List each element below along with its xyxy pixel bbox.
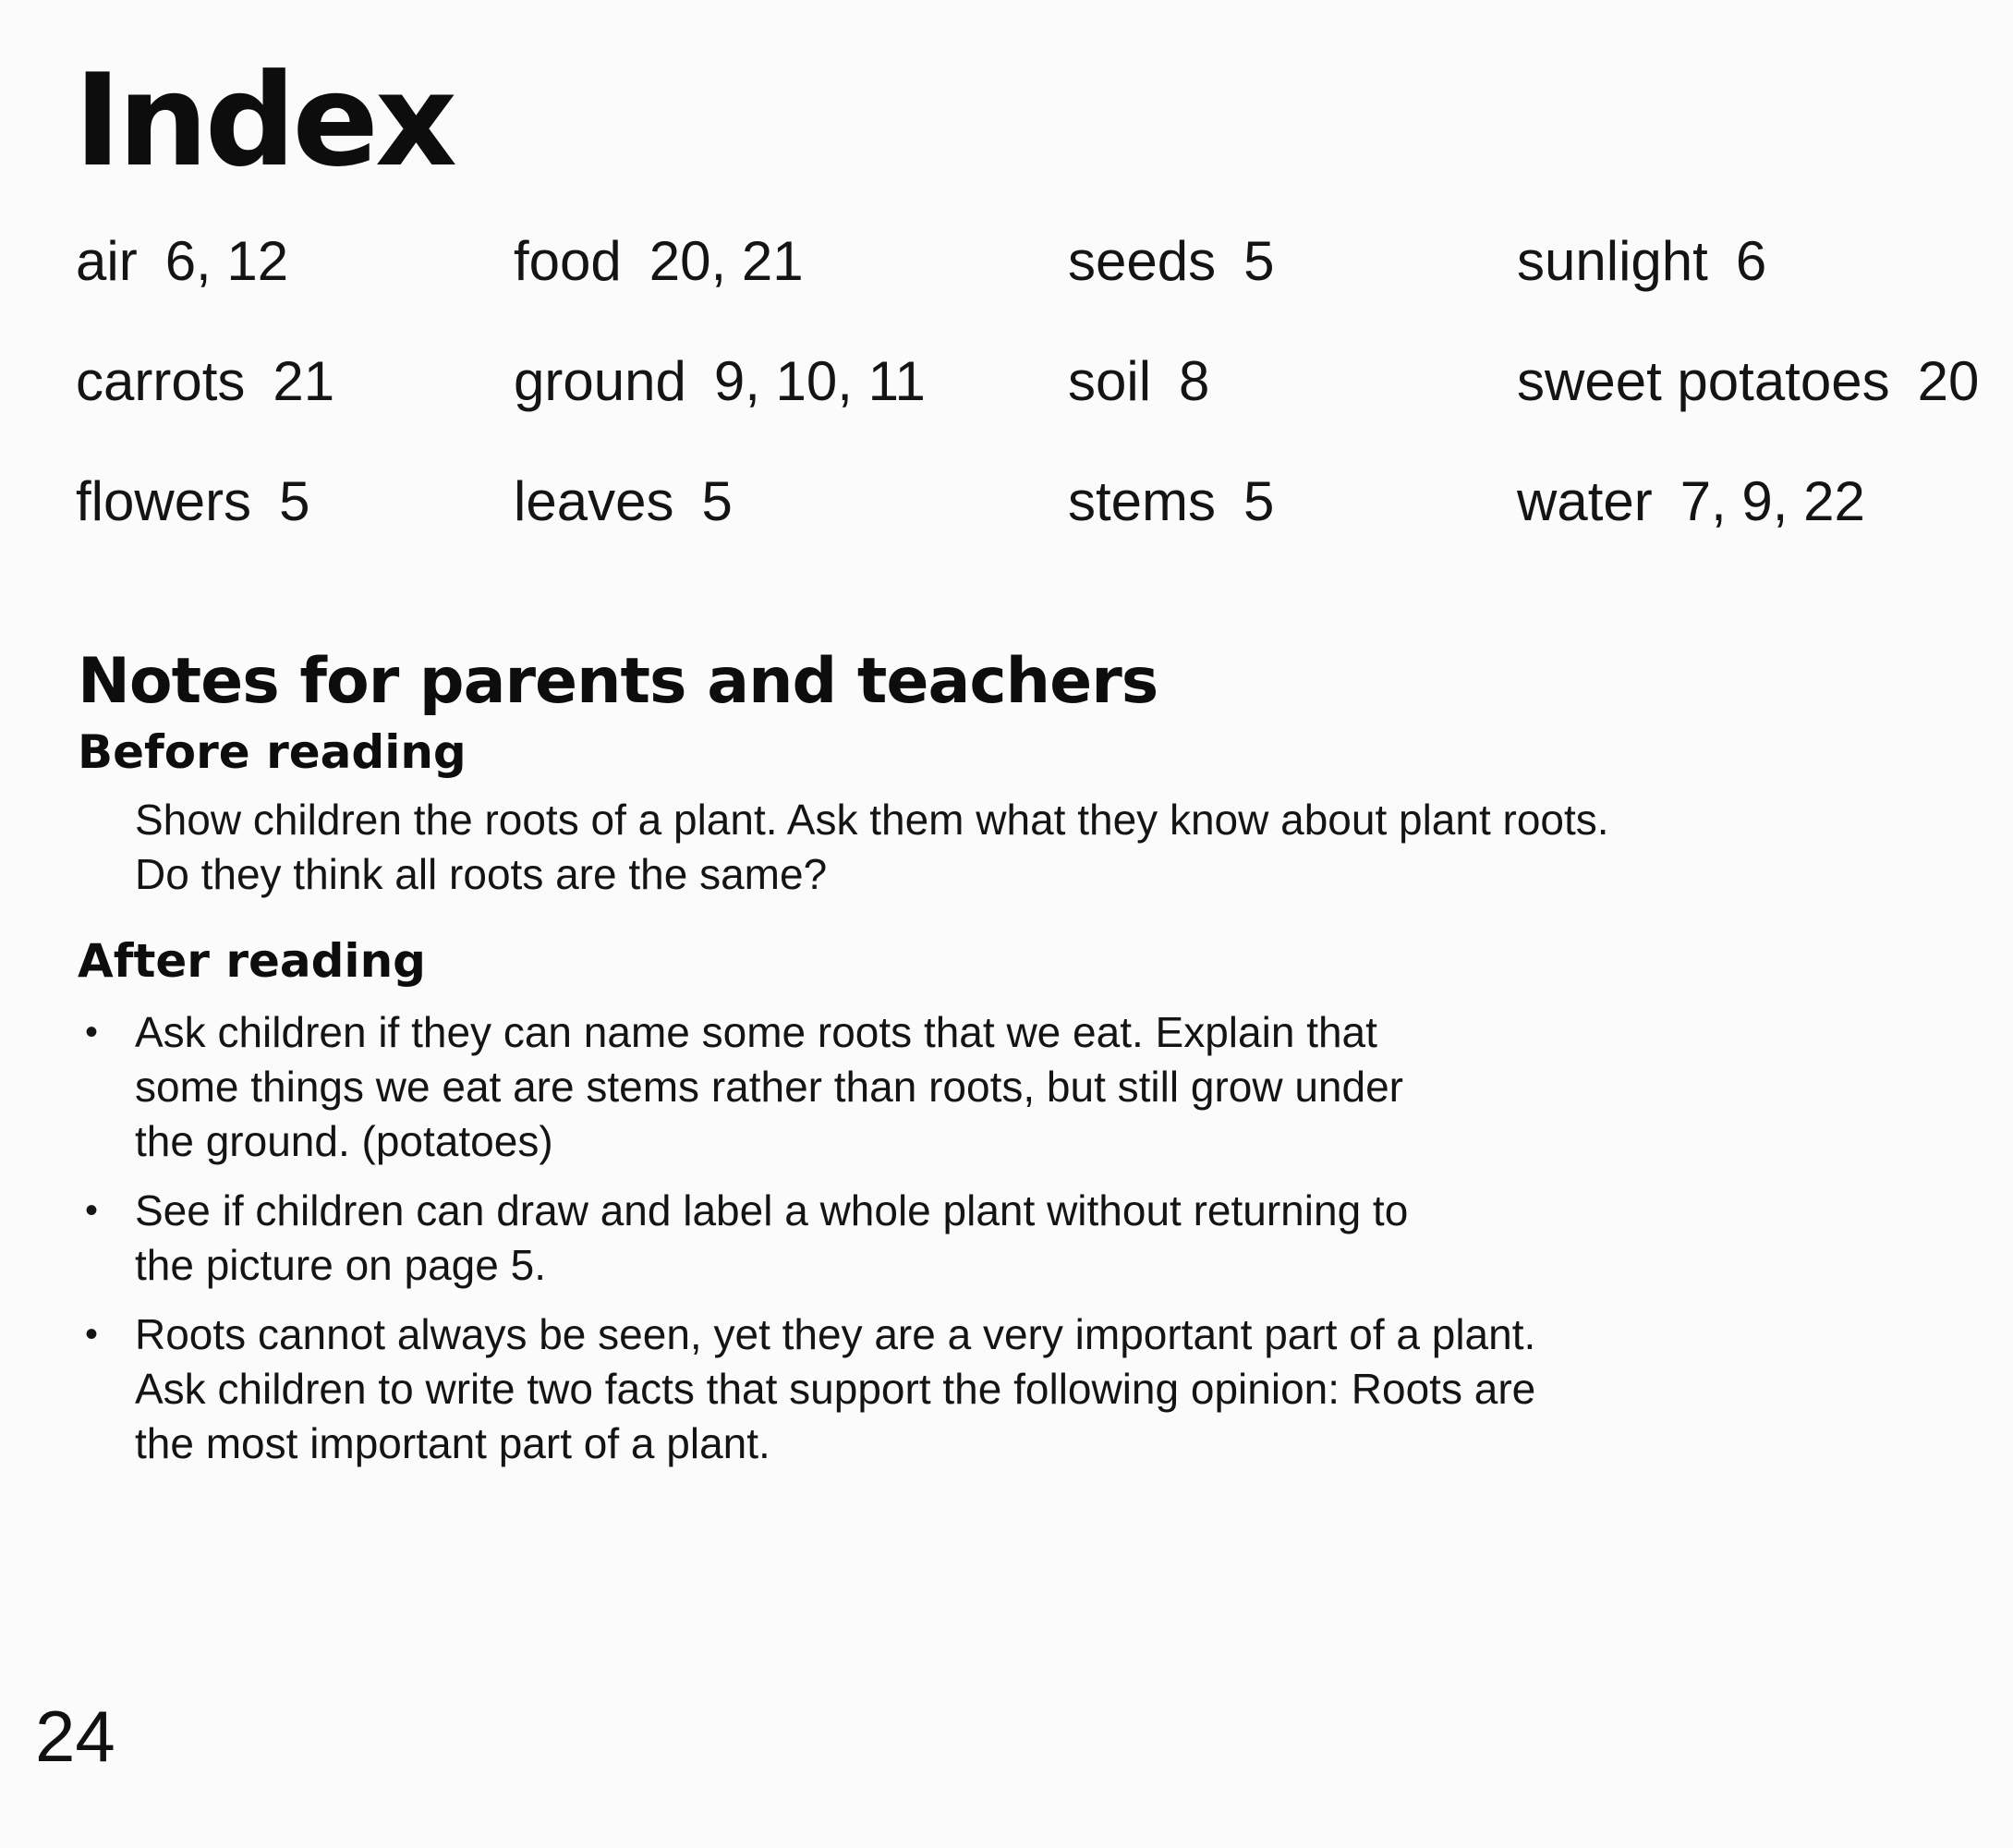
index-entry (1068, 469, 1274, 534)
index-term: sweet potatoes (1517, 350, 1890, 412)
index-pages: 6 (1735, 230, 1767, 292)
index-pages: 5 (701, 470, 733, 532)
index-pages: 20 (1917, 350, 1980, 412)
index-term: carrots (76, 350, 246, 412)
index-row (76, 469, 2013, 590)
index-pages: 5 (1243, 230, 1275, 292)
notes-heading: Notes for parents and teachers (78, 645, 1158, 718)
index-term: soil (1068, 350, 1152, 412)
index-term: flowers (76, 470, 252, 532)
page-title: Index (74, 46, 454, 195)
bullet-icon: • (85, 1012, 99, 1052)
index-term: seeds (1068, 230, 1217, 292)
index-pages: 9, 10, 11 (713, 350, 926, 412)
index-pages: 7, 9, 22 (1680, 470, 1865, 532)
index-term: air (76, 230, 138, 292)
index-pages: 6, 12 (164, 230, 289, 292)
text-line: the picture on page 5. (135, 1241, 546, 1289)
index-list (76, 229, 2013, 590)
index-term: leaves (514, 470, 674, 532)
index-entry (76, 229, 288, 294)
index-term: stems (1068, 470, 1217, 532)
index-entry (1517, 349, 1979, 414)
text-line: Show children the roots of a plant. Ask them what they know about plant roots. (135, 796, 1609, 844)
index-entry (1068, 229, 1274, 294)
index-entry (1068, 349, 1209, 414)
after-reading-heading: After reading (78, 934, 426, 988)
index-row (76, 229, 2013, 349)
index-pages: 5 (1243, 470, 1275, 532)
index-term: food (514, 230, 622, 292)
text-line: Ask children if they can name some roots that we eat. Explain that (135, 1008, 1377, 1056)
index-entry (1517, 229, 1766, 294)
after-reading-list (78, 1005, 1925, 1486)
index-term: ground (514, 350, 686, 412)
list-item (78, 1005, 1925, 1169)
list-item (78, 1184, 1925, 1293)
index-entry (76, 349, 334, 414)
before-reading-heading: Before reading (78, 725, 467, 779)
index-entry (514, 229, 804, 294)
index-entry (1517, 469, 1865, 534)
text-line: See if children can draw and label a whole plant without returning to (135, 1186, 1409, 1234)
index-entry (514, 349, 926, 414)
text-line: the ground. (potatoes) (135, 1117, 553, 1165)
index-pages: 8 (1179, 350, 1210, 412)
index-term: sunlight (1517, 230, 1708, 292)
text-line: Ask children to write two facts that support the following opinion: Roots are (135, 1365, 1536, 1413)
index-entry (514, 469, 733, 534)
text-line: Do they think all roots are the same? (135, 850, 828, 898)
text-line: Roots cannot always be seen, yet they are a very important part of a plant. (135, 1310, 1536, 1358)
index-row (76, 349, 2013, 469)
page-number: 24 (35, 1696, 115, 1777)
index-pages: 5 (279, 470, 310, 532)
text-line: the most important part of a plant. (135, 1419, 770, 1467)
index-term: water (1517, 470, 1653, 532)
list-item (78, 1307, 1925, 1471)
bullet-icon: • (85, 1314, 99, 1355)
before-reading-text (135, 793, 1609, 902)
text-line: some things we eat are stems rather than roots, but still grow under (135, 1063, 1403, 1111)
bullet-icon: • (85, 1190, 99, 1231)
index-pages: 21 (273, 350, 335, 412)
index-entry (76, 469, 309, 534)
index-pages: 20, 21 (649, 230, 804, 292)
